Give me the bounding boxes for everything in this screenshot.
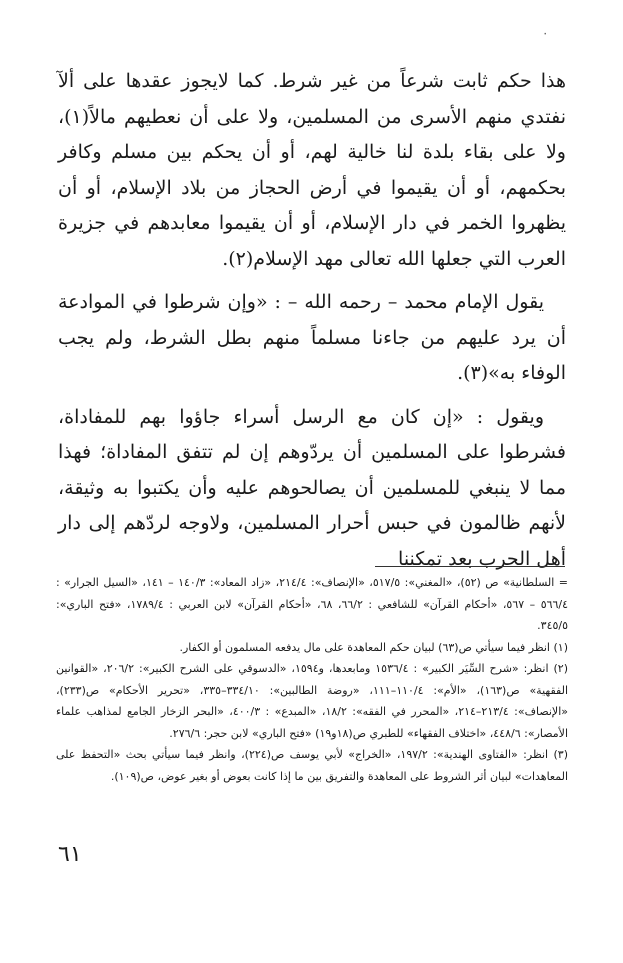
footnote: = السلطانية» ص (٥٢)، «المغني»: ٥١٧/٥، «الإنصاف»: ٢١٤/٤، «زاد المعاد»: ١٤٠/٣ – ١٤١، «السيل الجرار» : ٥٦٦/٤ – ٥٦٧، «أحكام القرآن» للشافعي : ٦٦/٢، ٦٨، «أحكام القرآن» لابن العربي : ١٧٨٩/٤، «فتح الباري»: ٣٤٥/٥. [56,576,569,632]
main-text [58,64,566,585]
footnote: (١) انظر فيما سيأتي ص(٦٣) لبيان حكم المعاهدة على مال يدفعه المسلمون أو الكفار. [179,640,568,654]
footnote: (٣) انظر: «الفتاوى الهندية»: ١٩٧/٢، «الخراج» لأبي يوسف ص(٢٢٤)، وانظر فيما سيأتي بحث «التحفظ على المعاهدات» لبيان أثر الشروط على المعاهدة والتفريق بين ما إذا كانت بعوض أو بغير عوض، ص(١٠٩). [56,748,568,783]
paragraph: ويقول : «إن كان مع الرسل أسراء جاؤوا بهم للمفاداة، فشرطوا على المسلمين أن يردّوهم إن لم تتفق المفاداة؛ فهذا مما لا ينبغي للمسلمين أن يصالحوهم عليه وأن يكتبوا به وثيقة، لأنهم ظالمون في حبس أحرار المسلمين، ولاوجه لردّهم إلى دار أهل الحرب بعد تمكننا [58,405,566,570]
page-number: ٦١ [58,842,82,867]
footnotes [56,572,568,787]
footnote-divider [375,566,565,567]
paragraph: هذا حكم ثابت شرعاً من غير شرط. كما لايجوز عقدها على ألآ نفتدي منهم الأسرى من المسلمين، ولا على أن نعطيهم مالاً(١)، ولا على بقاء بلدة لنا خالية لهم، أو أن يحكم بين مسلم وكافر بحكمهم، أو أن يقيموا في أرض الحجاز من بلاد الإسلام، أو أن يظهروا الخمر في دار الإسلام، أو أن يقيموا معابدهم في جزيرة العرب التي جعلها الله تعالى مهد الإسلام(٢). [58,70,566,270]
corner-mark: ٠ [542,26,549,40]
footnote: (٢) انظر: «شرح السِّيَر الكبير» : ١٥٣٦/٤ ومابعدها، و١٥٩٤، «الدسوقي على الشرح الكبير»: ٢٠٦/٢، «القوانين الفقهية» ص(١٦٣)، «الأم»: ١١٠/٤–١١١، «روضة الطالبين»: ٣٣٤/١٠–٣٣٥، «تحرير الأحكام» ص(٢٣٣)، «الإنصاف»: ٢١٣/٤–٢١٤، «المحرر في الفقه»: ١٨/٢، «المبدع» : ٤٠٠/٣، «البحر الزخار الجامع لمذاهب علماء الأمصار»: ٤٤٨/٦، «اختلاف الفقهاء» للطبري ص(١٨و١٩) «فتح الباري» لابن حجر: ٢٧٦/٦. [56,662,568,740]
paragraph: يقول الإمام محمد – رحمه الله – : «وإن شرطوا في الموادعة أن يرد عليهم من جاءنا مسلماً منهم بطل الشرط، ولم يجب الوفاء به»(٣). [58,291,566,384]
